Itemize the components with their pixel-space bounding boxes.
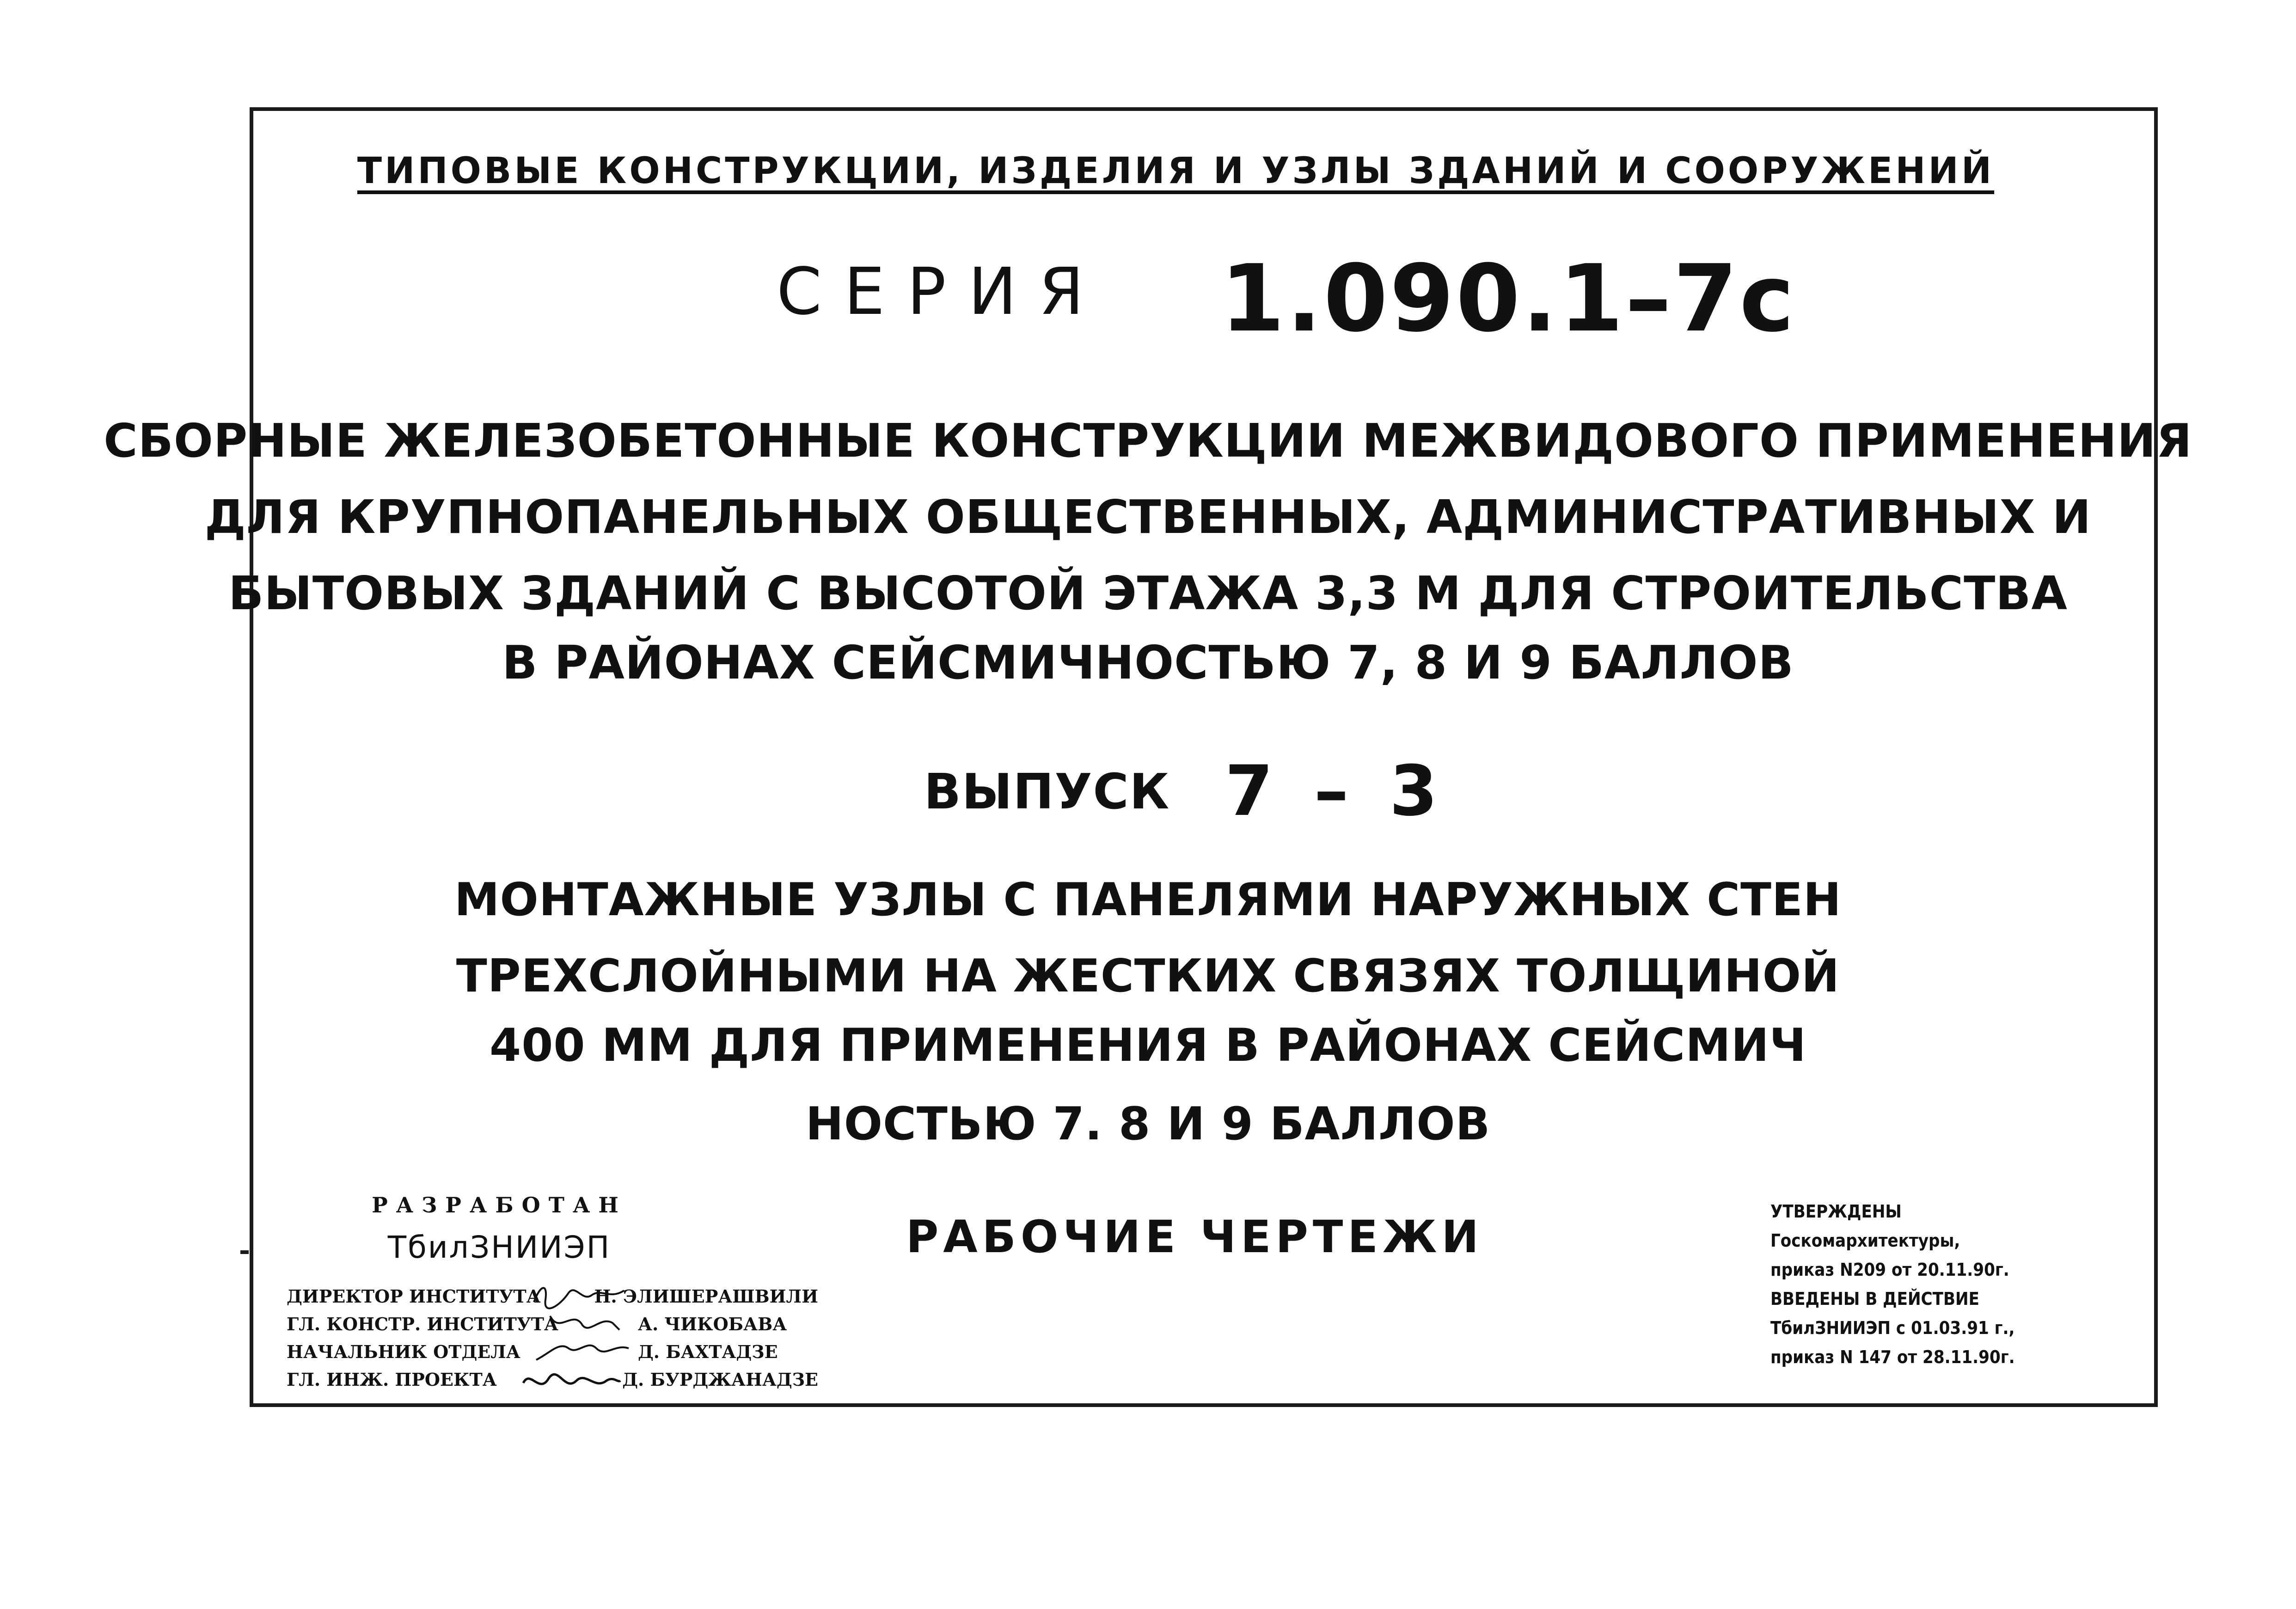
staff-row bbox=[287, 1338, 818, 1366]
title-line-3: БЫТОВЫХ ЗДАНИЙ С ВЫСОТОЙ ЭТАЖА 3,3 М ДЛЯ СТРОИТЕЛЬСТВА bbox=[228, 566, 2068, 620]
signature bbox=[527, 1338, 638, 1366]
staff-name: Н. ЭЛИШЕРАШВИЛИ bbox=[594, 1286, 818, 1307]
title-line-4: В РАЙОНАХ СЕЙСМИЧНОСТЬЮ 7, 8 И 9 БАЛЛОВ bbox=[502, 636, 1794, 690]
signature bbox=[527, 1283, 594, 1310]
developer-org: ТбилЗНИИЭП bbox=[387, 1230, 611, 1265]
subtitle-line-1: МОНТАЖНЫЕ УЗЛЫ С ПАНЕЛЯМИ НАРУЖНЫХ СТЕН bbox=[454, 874, 1842, 926]
staff-role: ГЛ. КОНСТР. ИНСТИТУТА bbox=[287, 1314, 558, 1334]
approval-line-2: Госкомархитектуры, bbox=[1770, 1230, 1960, 1251]
issue-label: ВЫПУСК bbox=[924, 764, 1170, 820]
approval-line-3: приказ N209 от 20.11.90г. bbox=[1770, 1260, 2009, 1280]
issue-number: 7 – 3 bbox=[1225, 751, 1446, 832]
approval-line-6: приказ N 147 от 28.11.90г. bbox=[1770, 1347, 2015, 1367]
series-block bbox=[0, 236, 2296, 353]
frame-dash-mark bbox=[240, 1250, 249, 1254]
developer-block bbox=[287, 1193, 888, 1394]
staff-name: Д. БАХТАДЗЕ bbox=[638, 1341, 778, 1362]
approval-line-5: ТбилЗНИИЭП с 01.03.91 г., bbox=[1770, 1318, 2015, 1338]
subtitle-line-2: ТРЕХСЛОЙНЫМИ НА ЖЕСТКИХ СВЯЗЯХ ТОЛЩИНОЙ bbox=[456, 950, 1840, 1003]
staff-row bbox=[287, 1366, 818, 1394]
approval-line-1: УТВЕРЖДЕНЫ bbox=[1770, 1201, 1902, 1222]
signature-icon bbox=[521, 1362, 623, 1399]
staff-role: ГЛ. ИНЖ. ПРОЕКТА bbox=[287, 1369, 497, 1390]
staff-name: Д. БУРДЖАНАДЗЕ bbox=[622, 1369, 818, 1390]
series-code: 1.090.1–7с bbox=[1220, 245, 1796, 353]
signature bbox=[527, 1310, 638, 1338]
approval-block bbox=[1770, 1197, 2131, 1372]
subtitle-line-3: 400 ММ ДЛЯ ПРИМЕНЕНИЯ В РАЙОНАХ СЕЙСМИЧ bbox=[490, 1019, 1806, 1072]
title-line-1: СБОРНЫЕ ЖЕЛЕЗОБЕТОННЫЕ КОНСТРУКЦИИ МЕЖВИДОВОГО ПРИМЕНЕНИЯ bbox=[104, 414, 2192, 468]
approval-line-4: ВВЕДЕНЫ В ДЕЙСТВИЕ bbox=[1770, 1289, 1979, 1309]
subtitle-line-4: НОСТЬЮ 7. 8 И 9 БАЛЛОВ bbox=[805, 1098, 1491, 1150]
signature bbox=[516, 1366, 622, 1394]
staff-row bbox=[287, 1310, 818, 1338]
staff-role: НАЧАЛЬНИК ОТДЕЛА bbox=[287, 1341, 520, 1362]
header-title: ТИПОВЫЕ КОНСТРУКЦИИ, ИЗДЕЛИЯ И УЗЛЫ ЗДАНИЙ И СООРУЖЕНИЙ bbox=[357, 150, 1995, 192]
title-line-2: ДЛЯ КРУПНОПАНЕЛЬНЫХ ОБЩЕСТВЕННЫХ, АДМИНИСТРАТИВНЫХ И bbox=[204, 490, 2092, 544]
staff-row bbox=[287, 1283, 818, 1310]
issue-line bbox=[0, 751, 2296, 832]
series-label: СЕРИЯ bbox=[777, 254, 1106, 330]
developer-heading: РАЗРАБОТАН bbox=[372, 1193, 627, 1217]
staff-role: ДИРЕКТОР ИНСТИТУТА bbox=[287, 1286, 541, 1307]
staff-name: А. ЧИКОБАВА bbox=[638, 1314, 787, 1334]
staff-list bbox=[287, 1283, 888, 1394]
working-drawings-label: РАБОЧИЕ ЧЕРТЕЖИ bbox=[906, 1211, 1483, 1263]
